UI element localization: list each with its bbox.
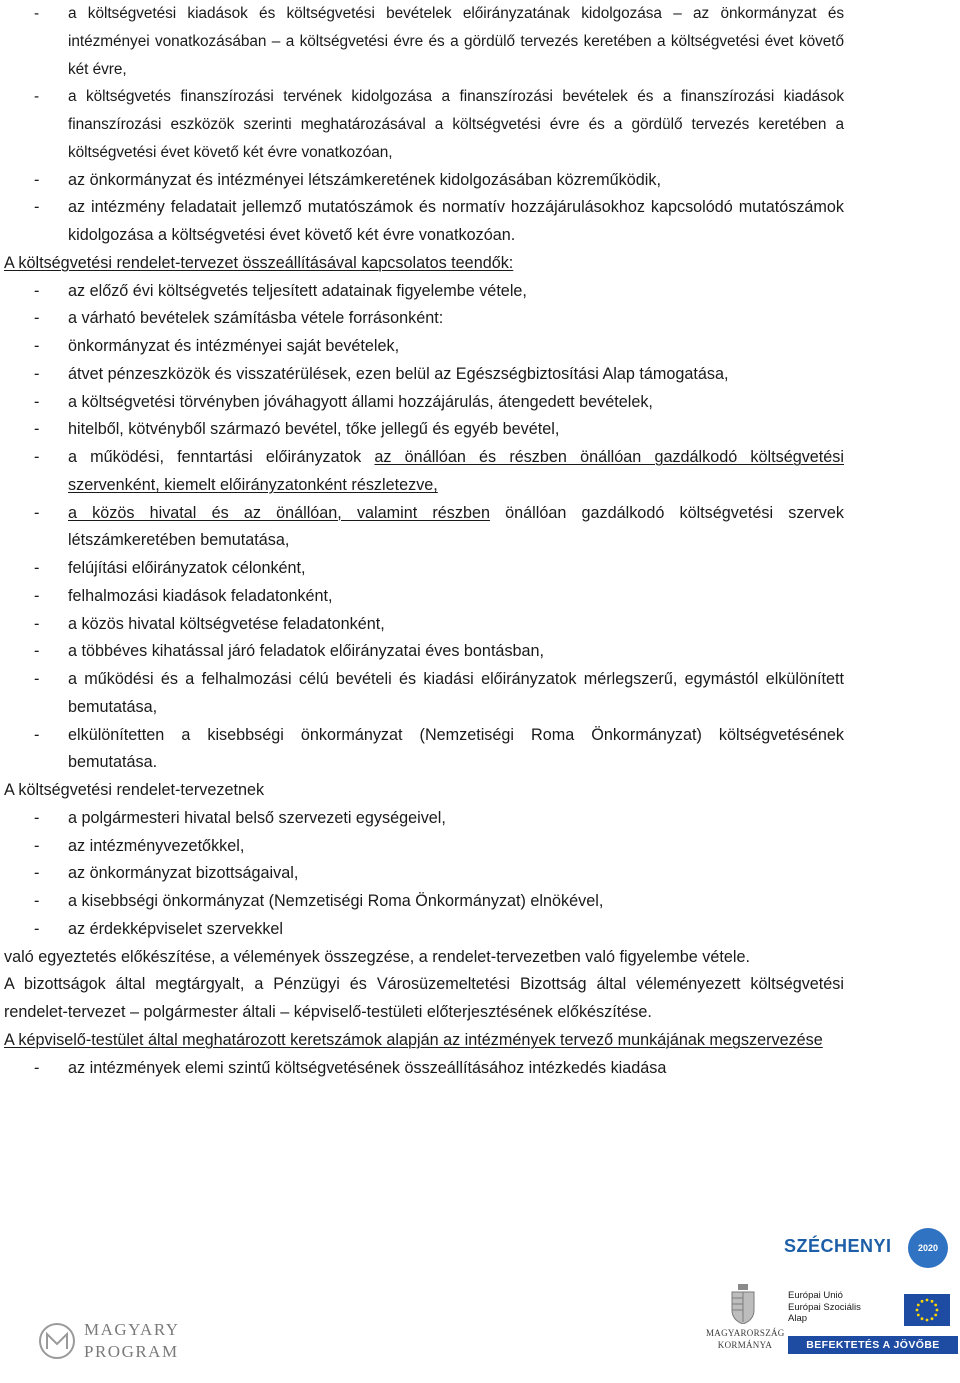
list-item: - az önkormányzat és intézményei létszámkeretének kidolgozásában közreműködik, bbox=[34, 170, 661, 189]
list-item: - az előző évi költségvetés teljesített adatainak figyelembe vétele, bbox=[34, 281, 527, 300]
eu-social-fund-logo: Európai Unió Európai Szociális Alap bbox=[786, 1290, 956, 1330]
list-item: - felhalmozási kiadások feladatonként, bbox=[34, 586, 333, 605]
list-item: - a közös hivatal és az önállóan, valamint részben önállóan gazdálkodó költségvetési szervek létszámkeretében bemutatása, bbox=[34, 503, 844, 550]
szechenyi-2020-logo: SZÉCHENYI 2020 bbox=[784, 1224, 956, 1284]
magyary-mark-icon bbox=[38, 1322, 76, 1360]
section-heading: A költségvetési rendelet-tervezet összeállításával kapcsolatos teendők: bbox=[4, 253, 514, 272]
hungary-government-logo: MAGYARORSZÁG KORMÁNYA bbox=[706, 1284, 784, 1358]
list-item: - az önkormányzat bizottságaival, bbox=[34, 864, 299, 883]
list-item: - a kisebbségi önkormányzat (Nemzetiségi Roma Önkormányzat) elnökével, bbox=[34, 892, 604, 910]
list-item: - elkülönítetten a kisebbségi önkormányzat (Nemzetiségi Roma Önkormányzat) költségvetésének bemutatása. bbox=[34, 725, 844, 772]
list-item: - a működési és a felhalmozási célú bevételi és kiadási előirányzatok mérlegszerű, egymástól elkülönített bemutatása, bbox=[34, 670, 844, 716]
section-heading: A képviselő-testület által meghatározott keretszámok alapján az intézmények tervező munkájának megszervezése bbox=[4, 1030, 823, 1049]
document-body bbox=[4, 0, 844, 1082]
magyary-program-logo: MAGYARY PROGRAM bbox=[38, 1312, 168, 1372]
paragraph: A bizottságok által megtárgyalt, a Pénzügyi és Városüzemeltetési Bizottság által véleményezett költségvetési rendelet-tervezet – polgármester általi – képviselő-testületi előterjesztésének előkészítése. bbox=[4, 975, 844, 1021]
invest-banner: BEFEKTETÉS A JÖVŐBE bbox=[788, 1336, 958, 1354]
list-item: - a költségvetés finanszírozási tervének kidolgozása a finanszírozási bevételek és a finanszírozási kiadások finanszírozási eszközök szerinti meghatározásával a költségvetési évre és a gördülő tervezés keretében a költségvetési évet követő két évre vonatkozóan, bbox=[34, 88, 844, 161]
eu-flag-icon bbox=[904, 1294, 950, 1326]
list-item: - önkormányzat és intézményei saját bevételek, bbox=[34, 337, 400, 355]
list-item: - hitelből, kötvényből származó bevétel, tőke jellegű és egyéb bevétel, bbox=[34, 420, 560, 439]
list-item: - az intézmények elemi szintű költségvetésének összeállításához intézkedés kiadása bbox=[34, 1058, 667, 1077]
szechenyi-badge-icon: 2020 bbox=[908, 1228, 948, 1268]
list-item: - a költségvetési törvényben jóváhagyott állami hozzájárulás, átengedett bevételek, bbox=[34, 392, 653, 411]
list-item: - átvet pénzeszközök és visszatérülések, ezen belül az Egészségbiztosítási Alap támogatása, bbox=[34, 364, 729, 383]
list-item: - az érdekképviselet szervekkel bbox=[34, 919, 284, 938]
paragraph: való egyeztetés előkészítése, a vélemények összegzése, a rendelet-tervezetben való figyelembe vétele. bbox=[4, 947, 750, 966]
list-item: - a polgármesteri hivatal belső szervezeti egységeivel, bbox=[34, 808, 446, 827]
list-item: - a többéves kihatással járó feladatok előirányzatai éves bontásban, bbox=[34, 642, 545, 661]
list-item: - az intézményvezetőkkel, bbox=[34, 836, 245, 855]
section-heading: A költségvetési rendelet-tervezetnek bbox=[4, 781, 265, 799]
list-item: - az intézmény feladatait jellemző mutatószámok és normatív hozzájárulásokhoz kapcsolódó mutatószámok kidolgozása a költségvetési évet követő két évre vonatkozóan. bbox=[34, 198, 844, 244]
list-item: - a működési, fenntartási előirányzatok az önállóan és részben önállóan gazdálkodó költségvetési szervenként, kiemelt előirányzatonként részletezve, bbox=[34, 448, 844, 494]
list-item: - a várható bevételek számításba vétele forrásonként: bbox=[34, 309, 444, 328]
list-item: - a közös hivatal költségvetése feladatonként, bbox=[34, 614, 385, 633]
list-item: - a költségvetési kiadások és költségvetési bevételek előirányzatának kidolgozása – az önkormányzat és intézményei vonatkozásában – a költségvetési évre és a gördülő tervezés keretében a költségvetési évet követő két évre, bbox=[34, 5, 844, 78]
list-item: - felújítási előirányzatok célonként, bbox=[34, 559, 306, 577]
coat-of-arms-icon bbox=[730, 1284, 756, 1324]
